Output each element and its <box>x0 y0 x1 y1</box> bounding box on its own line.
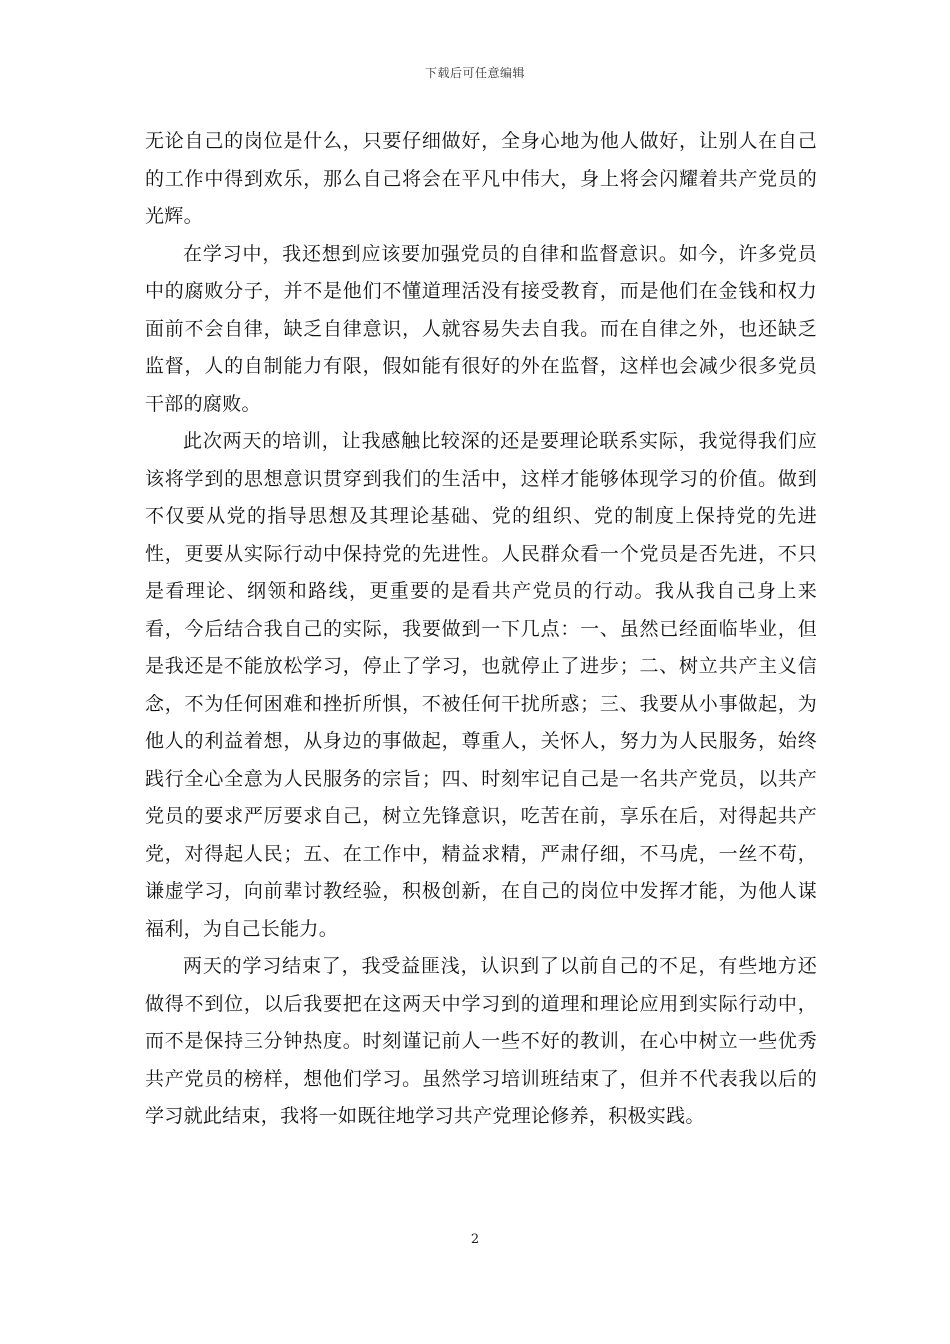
header-note: 下载后可任意编辑 <box>424 66 525 80</box>
paragraph-conclusion: 两天的学习结束了，我受益匪浅，认识到了以前自己的不足，有些地方还做得不到位，以后我要把在这两天中学习到的道理和理论应用到实际行动中，而不是保持三分钟热度。时刻谨记前人一些不好的教训，在心中树立一些优秀共产党员的榜样，想他们学习。虽然学习培训班结束了，但并不代表我以后的学习就此结束，我将一如既往地学习共产党理论修养，积极实践。 <box>145 955 817 1127</box>
paragraph-self-discipline: 在学习中，我还想到应该要加强党员的自律和监督意识。如今，许多党员中的腐败分子，并不是他们不懂道理活没有接受教育，而是他们在金钱和权力面前不会自律，缺乏自律意识，人就容易失去自我。而在自律之外，也还缺乏监督，人的自制能力有限，假如能有很好的外在监督，这样也会减少很多党员干部的腐败。 <box>145 242 817 415</box>
paragraph-theory-practice: 此次两天的培训，让我感触比较深的还是要理论联系实际，我觉得我们应该将学到的思想意识贯穿到我们的生活中，这样才能够体现学习的价值。做到不仅要从党的指导思想及其理论基础、党的组织、党的制度上保持党的先进性，更要从实际行动中保持党的先进性。人民群众看一个党员是否先进，不只是看理论、纲领和路线，更重要的是看共产党员的行动。我从我自己身上来看，今后结合我自己的实际，我要做到一下几点：一、虽然已经面临毕业，但是我还是不能放松学习，停止了学习，也就停止了进步；二、树立共产主义信念，不为任何困难和挫折所惧，不被任何干扰所惑；三、我要从小事做起，为他人的利益着想，从身边的事做起，尊重人，关怀人，努力为人民服务，始终践行全心全意为人民服务的宗旨；四、时刻牢记自己是一名共产党员，以共产党员的要求严厉要求自己，树立先锋意识，吃苦在前，享乐在后，对得起共产党，对得起人民；五、在工作中，精益求精，严肃仔细，不马虎，一丝不苟，谦虚学习，向前辈讨教经验，积极创新，在自己的岗位中发挥才能，为他人谋福利，为自己长能力。 <box>145 430 817 940</box>
body-text <box>145 123 817 1136</box>
page-number: 2 <box>470 1232 480 1247</box>
paragraph-continuation: 无论自己的岗位是什么，只要仔细做好，全身心地为他人做好，让别人在自己的工作中得到欢乐，那么自己将会在平凡中伟大，身上将会闪耀着共产党员的光辉。 <box>145 130 817 227</box>
